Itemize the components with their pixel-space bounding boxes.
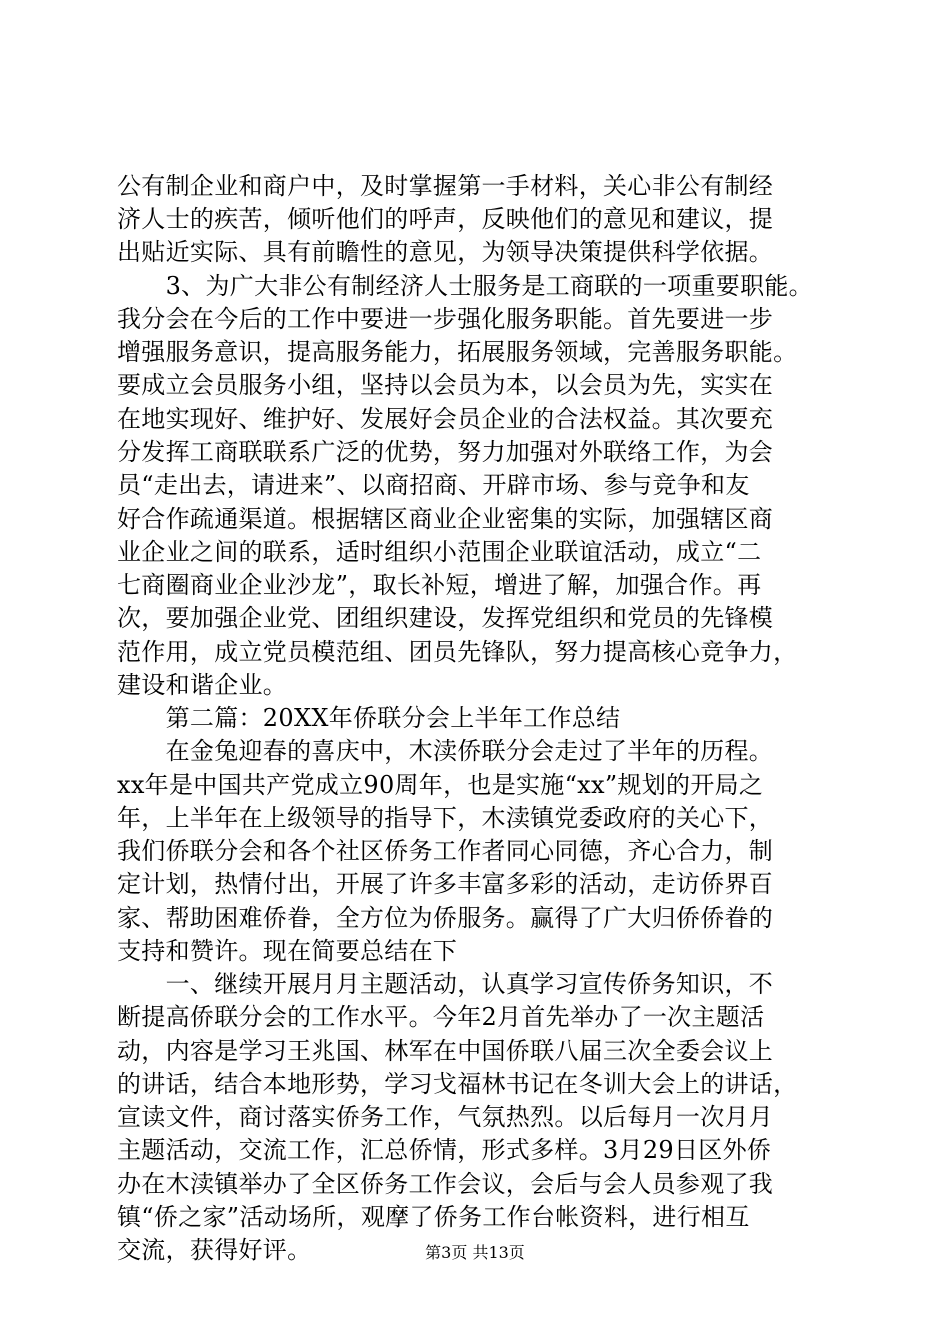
text-line: 七商圈商业企业沙龙”，取长补短，增进了解，加强合作。再	[117, 571, 762, 599]
text-line: 分发挥工商联联系广泛的优势，努力加强对外联络工作，为会	[117, 438, 774, 466]
text-line: 交流，获得好评。	[117, 1236, 312, 1264]
text-line: 3、为广大非公有制经济人士服务是工商联的一项重要职能。	[117, 272, 813, 300]
text-line: 在金兔迎春的喜庆中，木渎侨联分会走过了半年的历程。	[117, 737, 774, 765]
text-line: 支持和赞许。现在简要总结在下	[117, 937, 458, 965]
text-line: 定计划，热情付出，开展了许多丰富多彩的活动，走访侨界百	[117, 870, 774, 898]
text-line: xx年是中国共产党成立90周年，也是实施“xx”规划的开局之	[117, 771, 764, 799]
text-line: 济人士的疾苦，倾听他们的呼声，反映他们的意见和建议，提	[117, 205, 774, 233]
section-heading: 第二篇：20XX年侨联分会上半年工作总结	[117, 704, 621, 732]
text-line: 员“走出去，请进来”、以商招商、开辟市场、参与竞争和友	[117, 471, 750, 499]
text-line: 的讲话，结合本地形势，学习戈福林书记在冬训大会上的讲话，	[117, 1070, 798, 1098]
page-number-footer: 第3页 共13页	[425, 1243, 525, 1262]
text-line: 增强服务意识，提高服务能力，拓展服务领域，完善服务职能。	[117, 338, 798, 366]
text-line: 次，要加强企业党、团组织建设，发挥党组织和党员的先锋模	[117, 604, 774, 632]
text-line: 主题活动，交流工作，汇总侨情，形式多样。3月29日区外侨	[117, 1136, 772, 1164]
text-line: 范作用，成立党员模范组、团员先锋队，努力提高核心竞争力，	[117, 638, 798, 666]
text-line: 我们侨联分会和各个社区侨务工作者同心同德，齐心合力，制	[117, 837, 774, 865]
text-line: 业企业之间的联系，适时组织小范围企业联谊活动，成立“二	[117, 538, 762, 566]
text-line: 好合作疏通渠道。根据辖区商业企业密集的实际，加强辖区商	[117, 505, 774, 533]
text-line: 公有制企业和商户中，及时掌握第一手材料，关心非公有制经	[117, 172, 774, 200]
text-line: 在地实现好、维护好、发展好会员企业的合法权益。其次要充	[117, 405, 774, 433]
text-line: 出贴近实际、具有前瞻性的意见，为领导决策提供科学依据。	[117, 238, 774, 266]
text-line: 宣读文件，商讨落实侨务工作，气氛热烈。以后每月一次月月	[117, 1103, 774, 1131]
text-line: 年，上半年在上级领导的指导下，木渎镇党委政府的关心下，	[117, 804, 774, 832]
text-line: 断提高侨联分会的工作水平。今年2月首先举办了一次主题活	[117, 1003, 765, 1031]
text-line: 动，内容是学习王兆国、林军在中国侨联八届三次全委会议上	[117, 1037, 774, 1065]
text-line: 建设和谐企业。	[117, 671, 288, 699]
text-line: 办在木渎镇举办了全区侨务工作会议，会后与会人员参观了我	[117, 1170, 774, 1198]
text-line: 我分会在今后的工作中要进一步强化服务职能。首先要进一步	[117, 305, 774, 333]
text-line: 要成立会员服务小组，坚持以会员为本，以会员为先，实实在	[117, 371, 774, 399]
text-line: 一、继续开展月月主题活动，认真学习宣传侨务知识，不	[117, 970, 774, 998]
text-line: 家、帮助困难侨眷，全方位为侨服务。赢得了广大归侨侨眷的	[117, 904, 774, 932]
text-line: 镇“侨之家”活动场所，观摩了侨务工作台帐资料，进行相互	[117, 1203, 750, 1231]
